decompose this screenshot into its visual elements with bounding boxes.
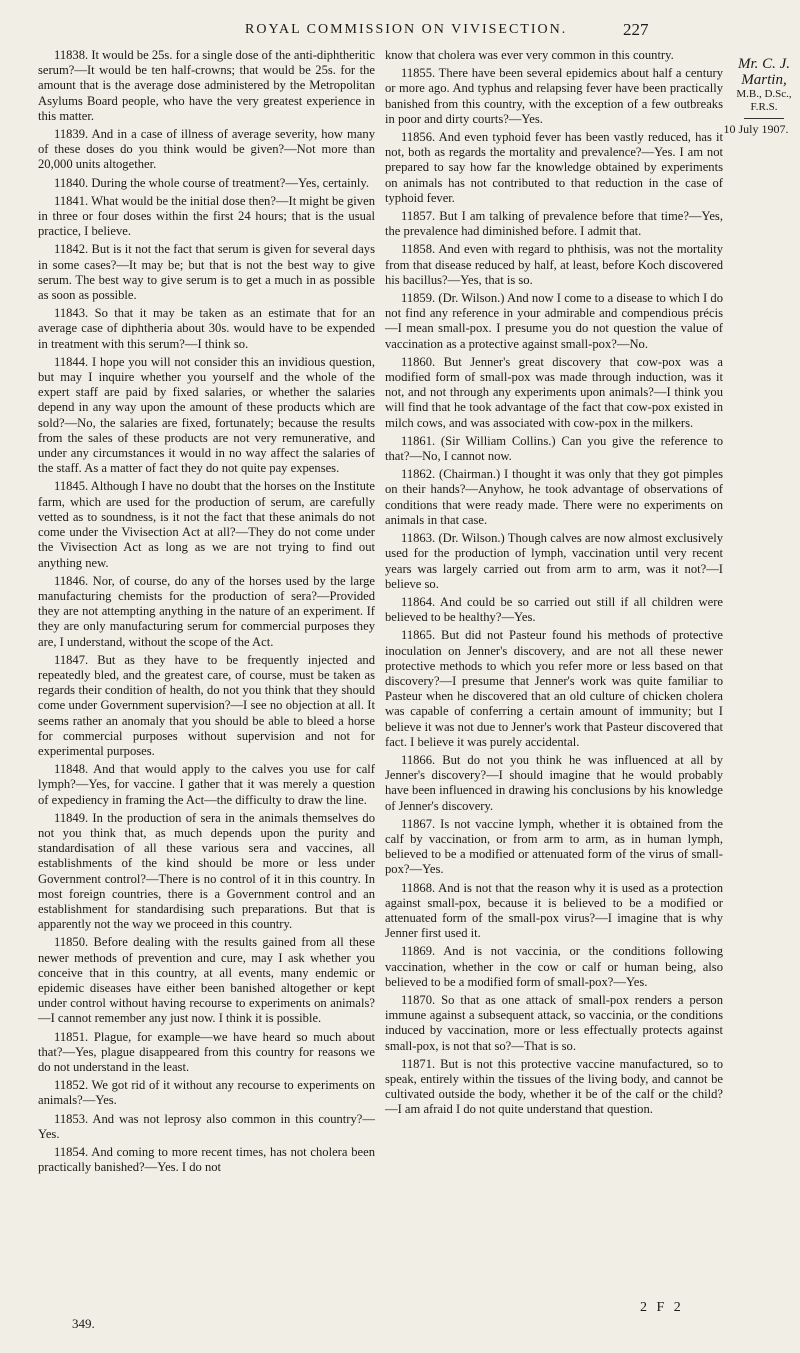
paragraph: 11858. And even with regard to phthisis, was not the mortality from that disease reduced by half, at least, before Koch discovered his bacillus?—Yes, that is so. bbox=[385, 242, 723, 287]
signature-mark: 2 F 2 bbox=[640, 1300, 684, 1315]
footer-number: 349. bbox=[72, 1316, 95, 1331]
paragraph: 11849. In the production of sera in the animals themselves do not you think that, as much depends upon the purity and standardisation of all these various sera and vaccines, all establishments of the kind should be more or less under Government control?—There is no control of it in this country. In most foreign countries, there is a Government control and an establishment for standardising such preparations. But that is apparently not the way we proceed in this country. bbox=[38, 810, 375, 932]
paragraph: know that cholera was ever very common in this country. bbox=[385, 48, 674, 62]
paragraph: 11865. But did not Pasteur found his methods of protective inoculation on Jenner's discovery, and are not all these newer protective methods to which you refer more or less based on that discovery?—I presume that Jenner's work was quite familiar to Pasteur when he discovered that an old culture of chicken cholera was capable of conferring a certain amount of immunity; but I believe it was not due to Jenner's work that Pasteur discovered that fact. I believe it was purely accidental. bbox=[385, 628, 723, 749]
paragraph: 11850. Before dealing with the results gained from all these newer methods of prevention and cure, may I ask whether you conceive that in this country, at all events, many endemic or epidemic diseases have either been banished altogether or kept under control without having recourse to experiments on animals?—I cannot remember any just now. I think it is possible. bbox=[38, 935, 375, 1026]
paragraph: 11847. But as they have to be frequently injected and repeatedly bled, and the greatest care, of course, must be taken as regards their condition of health, do not you think that they should come under Government supervision?—I see no objection at all. It seems rather an anomaly that you should be able to bleed a horse for commercial purposes without supervision and not for experimental purposes. bbox=[38, 652, 375, 758]
paragraph: 11861. (Sir William Collins.) Can you give the reference to that?—No, I cannot now. bbox=[385, 433, 723, 464]
page-number: 227 bbox=[623, 20, 649, 39]
paragraph: 11864. And could be so carried out still if all children were believed to be healthy?—Yes. bbox=[385, 594, 723, 625]
paragraph: 11870. So that as one attack of small-pox renders a person immune against a subsequent attack, so vaccinia, or the conditions induced by vaccination, more or less effectually protects against small-pox, is not that so?—That is so. bbox=[385, 992, 723, 1053]
paragraph: 11866. But do not you think he was influenced at all by Jenner's discovery?—I should imagine that he would probably have been influenced in drawing his conclusions by his knowledge of Jenner's discovery. bbox=[385, 752, 723, 813]
right-column bbox=[385, 48, 723, 1121]
paragraph: 11859. (Dr. Wilson.) And now I come to a disease to which I do not find any reference in your admirable and compendious précis—I mean small-pox. I presume you do not question the value of vaccination as a protective against small-pox?—No. bbox=[385, 291, 723, 351]
paragraph: 11854. And coming to more recent times, has not cholera been practically banished?—Yes. I do not bbox=[38, 1145, 375, 1175]
paragraph: 11841. What would be the initial dose then?—It might be given in three or four doses within the first 24 hours; that is the usual practice, I believe. bbox=[38, 193, 375, 239]
paragraph: 11840. During the whole course of treatment?—Yes, certainly. bbox=[54, 175, 369, 190]
paragraph: 11855. There have been several epidemics about half a century or more ago. And typhus and relapsing fever have been practically banished from this country, with the exception of a few outbreaks in poor and dirty courts?—Yes. bbox=[385, 66, 723, 126]
paragraph: 11838. It would be 25s. for a single dose of the anti-diphtheritic serum?—It would be ten half-crowns; that would be 25s. for the amount that is the average dose administered by the Metropolitan Asylums Board people, who have the very greatest experience in this matter. bbox=[38, 48, 375, 123]
paragraph: 11869. And is not vaccinia, or the conditions following vaccination, whether in the cow or calf or human being, also believed to be a modified form of small-pox?—Yes. bbox=[385, 944, 723, 989]
margin-divider bbox=[744, 118, 784, 119]
witness-degrees: M.B., D.Sc., bbox=[736, 88, 792, 100]
paragraph: 11848. And that would apply to the calves you use for calf lymph?—Yes, for vaccine. I gather that it was merely a question of expediency in framing the Act—the difficulty to draw the line. bbox=[38, 762, 375, 807]
paragraph: 11844. I hope you will not consider this an invidious question, but may I inquire whether you yourself and the whole of the expert staff are paid by fixed salaries, or whether the salaries depend in any way upon the amount of these products which are sold?—No, the salaries are fixed, fortunately; because the results from the sales of these products are not very remunerative, and under any circumstances it would in no way affect the salaries of the staff. As a matter of fact they do not quite pay expenses. bbox=[38, 354, 375, 476]
witness-surname: Martin, bbox=[741, 72, 787, 88]
paragraph: 11842. But is it not the fact that serum is given for several days in some cases?—It may be; but that is not the best way to give serum. The best way to give serum is to get a much in as possible as soon as possible. bbox=[38, 242, 375, 303]
paragraph: 11857. But I am talking of prevalence before that time?—Yes, the prevalence had diminished before. I admit that. bbox=[385, 209, 723, 239]
margin-note bbox=[723, 56, 798, 136]
paragraph: 11843. So that it may be taken as an estimate that for an average case of diphtheria about 30s. would have to be expended in treatment with this serum?—I think so. bbox=[38, 306, 375, 351]
paragraph: 11871. But is not this protective vaccine manufactured, so to speak, entirely within the tissues of the living body, and cannot be cultivated outside the body, whether it be of the calf or the child?—I am afraid I do not quite understand that question. bbox=[385, 1056, 723, 1117]
paragraph: 11853. And was not leprosy also common in this country?—Yes. bbox=[38, 1111, 375, 1141]
session-date: 10 July 1907. bbox=[723, 122, 789, 136]
witness-fellowship: F.R.S. bbox=[750, 101, 778, 113]
paragraph: 11862. (Chairman.) I thought it was only that they got pimples on their hands?—Anyhow, he took advantage of observations of conditions that were ready made. There were no experiments on animals in that case. bbox=[385, 467, 723, 527]
left-column bbox=[38, 48, 375, 1178]
paragraph: 11867. Is not vaccine lymph, whether it is obtained from the calf by vaccination, or from arm to arm, as in human lymph, believed to be a modified or attenuated form of the virus of small-pox?—Yes. bbox=[385, 816, 723, 877]
paragraph: 11839. And in a case of illness of average severity, how many of these doses do you think would be given?—Not more than 20,000 units altogether. bbox=[38, 127, 375, 172]
paragraph: 11868. And is not that the reason why it is used as a protection against small-pox, because it is believed to be a modified or attenuated form of the small-pox virus?—I imagine that is why Jenner first used it. bbox=[385, 880, 723, 941]
paragraph: 11846. Nor, of course, do any of the horses used by the large manufacturing chemists for the production of sera?—Provided they are not attempting anything in the nature of an experiment. If they are only manufacturing serum for commercial purposes they are, I understand, without the scope of the Act. bbox=[38, 573, 375, 649]
page-header bbox=[0, 10, 800, 40]
paragraph: 11852. We got rid of it without any recourse to experiments on animals?—Yes. bbox=[38, 1078, 375, 1108]
paragraph: 11856. And even typhoid fever has been vastly reduced, has it not, both as regards the mortality and prevalence?—Yes. I am not prepared to say how far the knowledge obtained by experiments on animals has not contributed to that reduction in the case of typhoid fever. bbox=[385, 130, 723, 205]
witness-name: Mr. C. J. bbox=[737, 56, 791, 72]
page-title: ROYAL COMMISSION ON VIVISECTION. bbox=[245, 22, 568, 37]
paragraph: 11851. Plague, for example—we have heard so much about that?—Yes, plague disappeared from this country for reasons we do not understand in the least. bbox=[38, 1029, 375, 1074]
paragraph: 11863. (Dr. Wilson.) Though calves are now almost exclusively used for the production of lymph, vaccination until very recent years was largely carried out from arm to arm, was it not?—I believe so. bbox=[385, 531, 723, 591]
paragraph: 11845. Although I have no doubt that the horses on the Institute farm, which are used for the production of serum, are carefully vetted as to soundness, is it not the fact that these animals do not come under the Vivisection Act at all?—They do not come under the Vivisection Act as long as we are not trying to find out anything new. bbox=[38, 479, 375, 570]
paragraph: 11860. But Jenner's great discovery that cow-pox was a modified form of small-pox was made through induction, was it not, and not through any experiments upon animals?—I think you will find that he took advantage of the fact that cow-pox existed in milch cows, and was associated with cow-pox in the milkers. bbox=[385, 354, 723, 430]
